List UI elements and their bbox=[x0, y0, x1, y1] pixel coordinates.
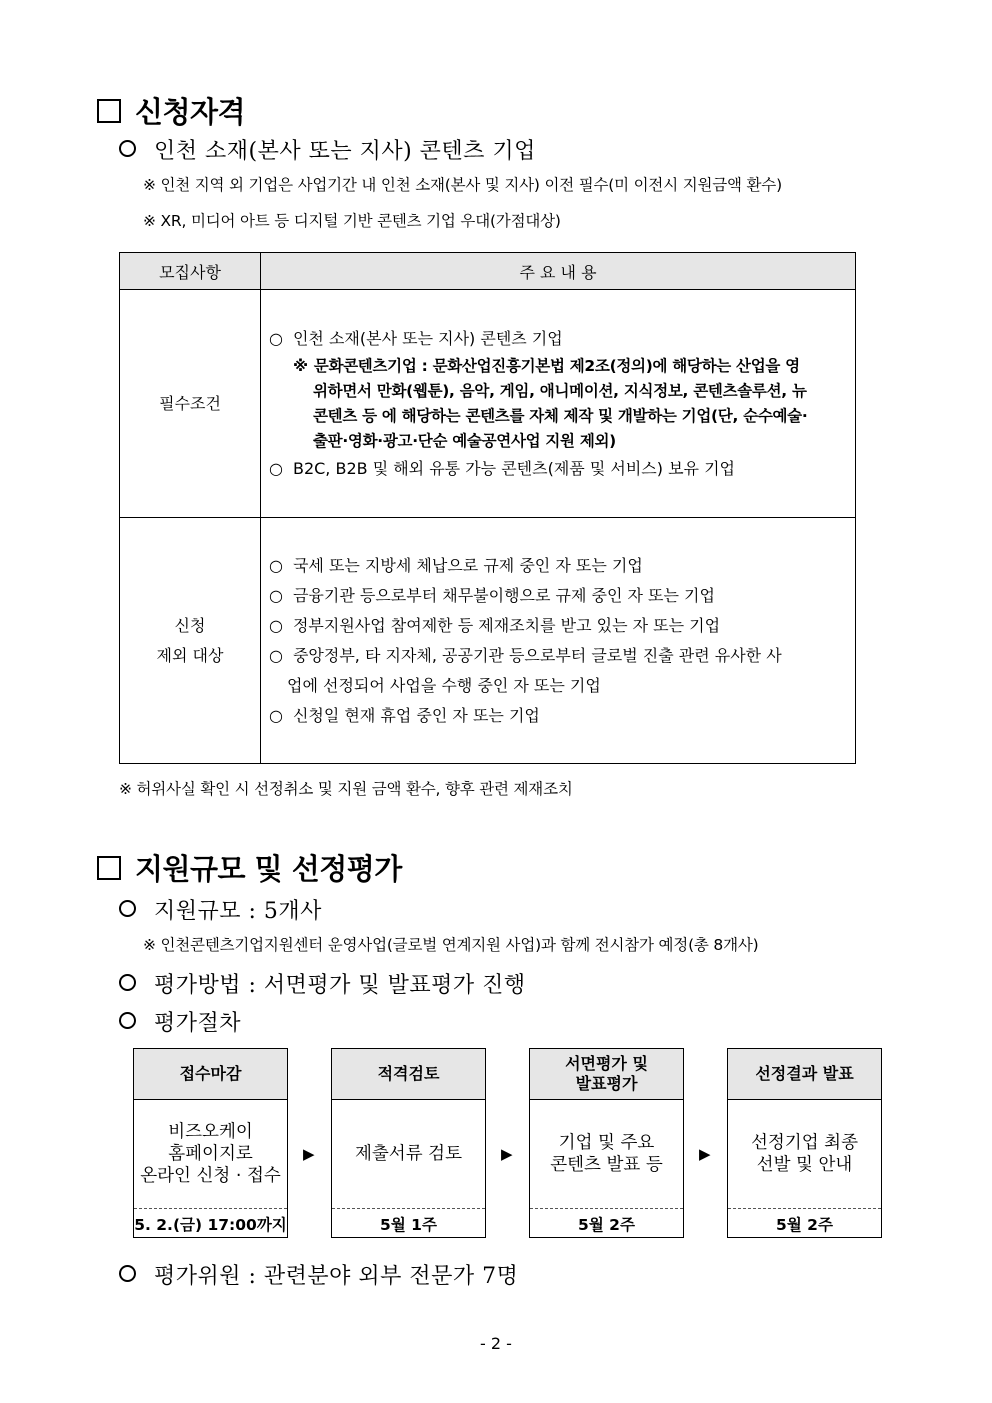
table-row-excluded bbox=[120, 518, 856, 764]
step-footer: 5월 2주 bbox=[578, 1216, 635, 1234]
checkbox-square-icon bbox=[97, 856, 121, 880]
evaluators-text: 평가위원 : 관련분야 외부 전문가 7명 bbox=[154, 1264, 519, 1289]
list-item-text: 정부지원사업 참여제한 등 제재조치를 받고 있는 자 또는 기업 bbox=[292, 615, 721, 635]
qualification-note-2: ※ XR, 미디어 아트 등 디지털 기반 콘텐츠 기업 우대(가점대상) bbox=[143, 212, 561, 230]
qualification-note-1: ※ 인천 지역 외 기업은 사업기간 내 인천 소재(본사 및 지사) 이전 필수(미 이전시 지원금액 환수) bbox=[143, 176, 782, 194]
evaluators-item bbox=[119, 1259, 518, 1290]
step-body bbox=[728, 1100, 881, 1209]
qualification-item-text: 인천 소재(본사 또는 지사) 콘텐츠 기업 bbox=[154, 139, 536, 164]
step-header-text: 발표평가 bbox=[575, 1074, 638, 1093]
sub-note-line: 콘텐츠 등 에 해당하는 콘텐츠를 자체 제작 및 개발하는 기업(단, 순수예술· bbox=[313, 406, 808, 425]
sub-note-line: 출판·영화·광고·단순 예술공연사업 지원 제외) bbox=[313, 431, 616, 450]
sub-note bbox=[269, 354, 855, 454]
arrow-right-icon: ▶ bbox=[699, 1145, 711, 1163]
step-footer: 5월 2주 bbox=[776, 1216, 833, 1234]
evaluation-method-text: 평가방법 : 서면평가 및 발표평가 진행 bbox=[154, 973, 526, 998]
bullet-icon: ○ bbox=[269, 458, 283, 478]
table-footnote: ※ 허위사실 확인 시 선정취소 및 지원 금액 환수, 향후 관련 제재조치 bbox=[119, 780, 573, 798]
step-header-text: 서면평가 및 bbox=[565, 1054, 648, 1073]
process-step-1 bbox=[133, 1048, 288, 1238]
circle-bullet-icon bbox=[119, 1265, 136, 1282]
list-item-text: 국세 또는 지방세 체납으로 규제 중인 자 또는 기업 bbox=[292, 555, 643, 575]
step-body-line: 콘텐츠 발표 등 bbox=[550, 1155, 663, 1175]
process-step-2 bbox=[331, 1048, 486, 1238]
row-content-excluded bbox=[261, 518, 856, 764]
row-content-required bbox=[261, 290, 856, 518]
step-footer: 5월 1주 bbox=[380, 1216, 437, 1234]
list-item bbox=[269, 611, 855, 641]
list-item-text: 신청일 현재 휴업 중인 자 또는 기업 bbox=[292, 705, 540, 725]
circle-bullet-icon bbox=[119, 900, 136, 917]
step-body-line: 기업 및 주요 bbox=[558, 1133, 655, 1153]
process-step-4 bbox=[727, 1048, 882, 1238]
qualification-item bbox=[119, 134, 536, 165]
circle-bullet-icon bbox=[119, 974, 136, 991]
list-item-text: B2C, B2B 및 해외 유통 가능 콘텐츠(제품 및 서비스) 보유 기업 bbox=[292, 458, 735, 478]
step-body-line: 선정기업 최종 bbox=[751, 1133, 858, 1153]
bullet-icon: ○ bbox=[269, 328, 283, 348]
list-item-text: 중앙정부, 타 지자체, 공공기관 등으로부터 글로벌 진출 관련 유사한 사 bbox=[292, 645, 782, 665]
step-body-line: 홈페이지로 bbox=[168, 1144, 253, 1164]
circle-bullet-icon bbox=[119, 140, 136, 157]
support-scale-item bbox=[119, 894, 322, 925]
step-header bbox=[134, 1049, 287, 1100]
step-body-line: 온라인 신청 · 접수 bbox=[140, 1166, 281, 1186]
list-item-continued: 업에 선정되어 사업을 수행 중인 자 또는 기업 bbox=[287, 675, 601, 695]
section-title-text: 신청자격 bbox=[135, 95, 246, 129]
checkbox-square-icon bbox=[97, 99, 121, 123]
row-label-required: 필수조건 bbox=[120, 290, 261, 518]
step-body-line: 제출서류 검토 bbox=[355, 1144, 462, 1164]
evaluation-process-item bbox=[119, 1006, 241, 1037]
row-label-line: 신청 bbox=[174, 615, 206, 635]
support-scale-note: ※ 인천콘텐츠기업지원센터 운영사업(글로벌 연계지원 사업)과 함께 전시참가 예정(총 8개사) bbox=[143, 936, 759, 954]
process-step-3 bbox=[529, 1048, 684, 1238]
section-title-support bbox=[97, 847, 402, 888]
table-header-content: 주 요 내 용 bbox=[261, 253, 856, 290]
table-row-required bbox=[120, 290, 856, 518]
evaluation-method-item bbox=[119, 968, 526, 999]
list-item bbox=[269, 701, 855, 731]
step-header bbox=[332, 1049, 485, 1100]
step-body bbox=[332, 1100, 485, 1209]
bullet-icon: ○ bbox=[269, 705, 283, 725]
section-title-text: 지원규모 및 선정평가 bbox=[135, 852, 402, 886]
sub-note-line: 문화콘텐츠기업 : 문화산업진흥기본법 제2조(정의)에 해당하는 산업을 영 bbox=[313, 356, 800, 375]
table-header-category: 모집사항 bbox=[120, 253, 261, 290]
section-title-qualification bbox=[97, 90, 245, 131]
step-body-line: 선발 및 안내 bbox=[756, 1155, 853, 1175]
row-label-line: 제외 대상 bbox=[156, 645, 224, 665]
evaluation-process-text: 평가절차 bbox=[154, 1011, 242, 1036]
list-item bbox=[269, 641, 855, 671]
bullet-icon: ○ bbox=[269, 555, 283, 575]
step-body bbox=[134, 1100, 287, 1209]
page-number: - 2 - bbox=[480, 1334, 512, 1353]
arrow-right-icon: ▶ bbox=[303, 1145, 315, 1163]
step-header bbox=[530, 1049, 683, 1100]
list-item bbox=[269, 324, 855, 354]
step-header-text: 선정결과 발표 bbox=[755, 1064, 854, 1083]
list-item-text: 인천 소재(본사 또는 지사) 콘텐츠 기업 bbox=[292, 328, 563, 348]
list-item bbox=[269, 581, 855, 611]
support-scale-text: 지원규모 : 5개사 bbox=[154, 899, 322, 924]
note-mark: ※ bbox=[293, 356, 308, 375]
list-item-text: 금융기관 등으로부터 채무불이행으로 규제 중인 자 또는 기업 bbox=[292, 585, 715, 605]
sub-note-line: 위하면서 만화(웹툰), 음악, 게임, 애니메이션, 지식정보, 콘텐츠솔루션, 뉴 bbox=[313, 381, 807, 400]
bullet-icon: ○ bbox=[269, 615, 283, 635]
bullet-icon: ○ bbox=[269, 585, 283, 605]
bullet-icon: ○ bbox=[269, 645, 283, 665]
step-body-line: 비즈오케이 bbox=[168, 1122, 253, 1142]
step-footer: 5. 2.(금) 17:00까지 bbox=[134, 1216, 287, 1234]
table-header-row bbox=[120, 253, 856, 290]
step-header bbox=[728, 1049, 881, 1100]
step-body bbox=[530, 1100, 683, 1209]
arrow-right-icon: ▶ bbox=[501, 1145, 513, 1163]
list-item bbox=[269, 454, 855, 484]
requirements-table bbox=[119, 252, 856, 764]
circle-bullet-icon bbox=[119, 1012, 136, 1029]
step-header-text: 적격검토 bbox=[377, 1064, 440, 1083]
list-item bbox=[269, 551, 855, 581]
step-header-text: 접수마감 bbox=[179, 1064, 242, 1083]
row-label-excluded bbox=[120, 518, 261, 764]
